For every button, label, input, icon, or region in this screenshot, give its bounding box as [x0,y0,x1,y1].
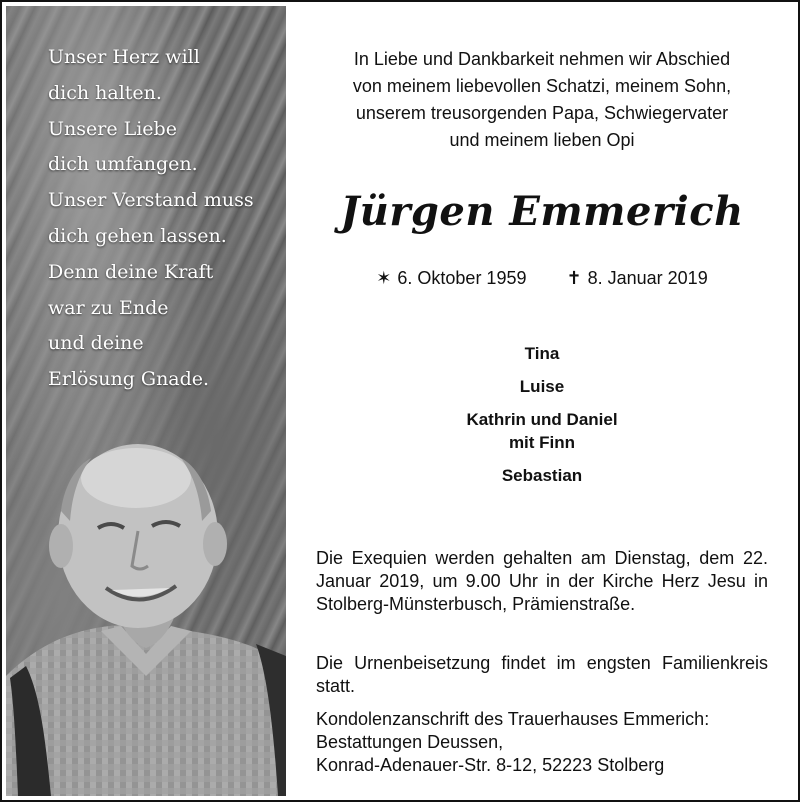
intro-line: von meinem liebevollen Schatzi, meinem Sohn, [352,76,732,96]
mourner-name: Tina [524,344,560,363]
address-line: Konrad-Adenauer-Str. 8-12, 52223 Stolberg [316,755,665,775]
poem-line: Denn deine Kraft [48,260,214,283]
poem-line: Unsere Liebe [48,117,177,140]
life-dates [312,268,772,289]
intro-text [312,46,772,154]
mourner-name: Sebastian [501,466,583,485]
poem [48,40,254,398]
mourner-name: Luise [519,377,565,396]
mourner-name: Kathrin und Daniel [466,410,618,429]
mourner-name: mit Finn [508,433,576,452]
intro-line: unserem treusorgenden Papa, Schwiegervater [355,103,729,123]
death-date: 8. Januar 2019 [587,268,708,288]
address-line: Kondolenzanschrift des Trauerhauses Emmerich: [316,709,710,729]
intro-line: und meinem lieben Opi [449,130,635,150]
poem-line: Unser Verstand muss [48,189,254,212]
birth-date: 6. Oktober 1959 [397,268,527,288]
address-line: Bestattungen Deussen, [316,732,504,752]
poem-line: dich gehen lassen. [48,224,227,247]
urn-burial-info: Die Urnenbeisetzung findet im engsten Familienkreis statt. [316,653,768,696]
death-cross-icon: ✝ [566,268,582,288]
condolence-address [316,708,768,777]
poem-line: Unser Herz will [48,46,200,68]
deceased-name: Jürgen Emmerich [340,188,744,235]
memorial-photo-panel [6,6,286,796]
poem-line: und deine [48,332,144,355]
poem-line: dich umfangen. [48,153,198,176]
birth-star-icon: ✶ [376,268,392,288]
portrait-photo [6,416,286,796]
poem-line: Erlösung Gnade. [48,368,210,391]
poem-line: dich halten. [48,81,162,104]
poem-line: war zu Ende [48,296,169,319]
funeral-service-info: Die Exequien werden gehalten am Dienstag, dem 22. Januar 2019, um 9.00 Uhr in der Kirche Herz Jesu in Stolberg-Münsterbusch, Prämienstraße. [316,548,768,614]
mourners-list [312,342,772,497]
intro-line: In Liebe und Dankbarkeit nehmen wir Abschied [353,49,731,69]
